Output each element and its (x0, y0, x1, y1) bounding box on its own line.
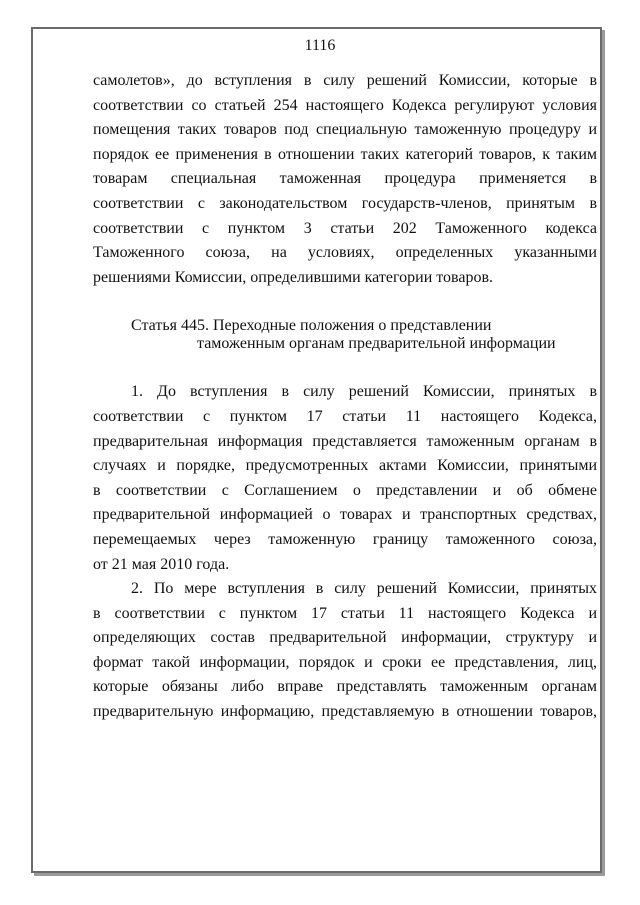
text-line: предварительную информацию, представляемую в отношении товаров, (93, 703, 597, 721)
document-body (93, 69, 597, 725)
text-line: определяющих состав предварительной информации, структуру и (93, 629, 597, 647)
text-line: предварительной информацией о товарах и транспортных средствах, (93, 506, 597, 524)
page-number: 1116 (304, 37, 336, 54)
paragraph-2 (93, 577, 597, 725)
text-line: в соответствии с Соглашением о представлении и об обмене (93, 481, 597, 499)
text-line: соответствии со статьей 254 настоящего Кодекса регулируют условия (93, 96, 597, 114)
text-line: самолетов», до вступления в силу решений Комиссии, которые в (93, 72, 597, 89)
text-line: случаях и порядке, предусмотренных актами Комиссии, принятыми (93, 457, 597, 475)
text-line: решениями Комиссии, определившими категории товаров. (93, 268, 494, 286)
text-line: соответствии с законодательством государств-членов, принятым в (93, 194, 597, 212)
text-line: в соответствии с пунктом 17 статьи 11 настоящего Кодекса и (93, 604, 597, 622)
article-heading-line-2: таможенным органам предварительной информации (197, 335, 556, 353)
text-line: 1. До вступления в силу решений Комиссии, принятых в (131, 383, 597, 401)
text-line: Таможенного союза, на условиях, определенных указанными (93, 244, 597, 262)
text-line: формат такой информации, порядок и сроки ее представления, лиц, (93, 653, 597, 671)
text-line: перемещаемых через таможенную границу таможенного союза, (93, 530, 597, 548)
intro-paragraph (93, 69, 597, 290)
text-line: товарам специальная таможенная процедура применяется в (93, 170, 597, 188)
article-heading-line-1: Статья 445. Переходные положения о представлении (131, 317, 492, 335)
text-line: от 21 мая 2010 года. (93, 555, 230, 573)
paragraph-1 (93, 380, 597, 577)
text-line: соответствии с пунктом 17 статьи 11 настоящего Кодекса, (93, 407, 597, 425)
text-line: соответствии с пунктом 3 статьи 202 Таможенного кодекса (93, 219, 597, 237)
text-line: 2. По мере вступления в силу решений Комиссии, принятых (131, 580, 597, 598)
text-line: которые обязаны либо вправе представлять таможенным органам (93, 678, 597, 696)
text-line: помещения таких товаров под специальную таможенную процедуру и (93, 121, 597, 139)
article-heading (93, 317, 597, 353)
text-line: порядок ее применения в отношении таких категорий товаров, к таким (93, 145, 597, 163)
text-line: предварительная информация представляется таможенным органам в (93, 432, 597, 450)
